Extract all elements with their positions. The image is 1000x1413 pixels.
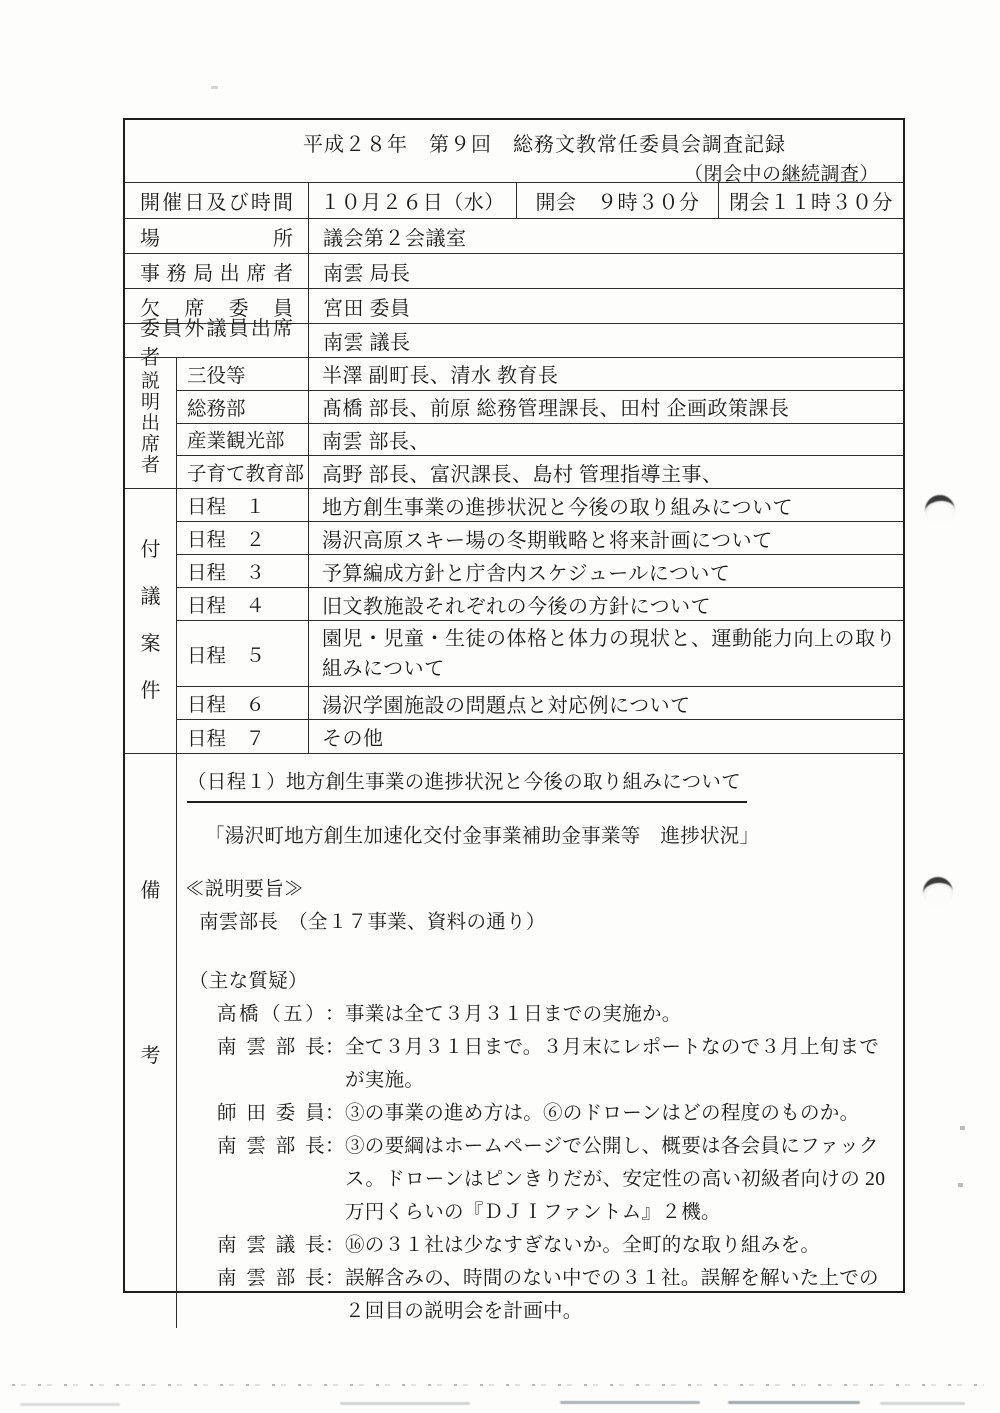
agenda-title: その他 (322, 728, 384, 750)
agenda-no: 日程 ２ (177, 522, 309, 554)
schedule-label: 開催日及び時間 (125, 183, 309, 218)
list-item (217, 998, 897, 1031)
absent-member-label: 欠席委員 (125, 289, 309, 323)
dialog-separator: ： (325, 1037, 345, 1058)
agenda-no: 日程 ７ (177, 720, 309, 753)
dialog-text: ⑯の３１社は少なすぎないか。全町的な取り組みを。 (345, 1235, 821, 1256)
non-member-value: 南雲 議長 (323, 332, 411, 354)
presenter-members: 高野 部長、富沢課長、島村 管理指導主事、 (322, 463, 723, 486)
list-item (217, 1031, 897, 1097)
scan-artifact-hole-shadow (921, 876, 954, 910)
scan-artifact-line (560, 1401, 700, 1404)
list-item (217, 1130, 897, 1229)
list-item (217, 1229, 897, 1262)
dialog-separator: ： (325, 1004, 345, 1025)
summary-line: 南雲部長 （全１７事業、資料の通り） (199, 912, 546, 933)
schedule-date: １０月２６日（水） (309, 183, 517, 218)
dialog-speaker: 南雲部長 (217, 1268, 325, 1289)
qa-heading: （主な質疑） (189, 971, 308, 992)
agenda-label-cell (125, 489, 177, 753)
table-row (177, 424, 903, 457)
dialog-speaker: 南雲部長 (217, 1037, 325, 1058)
agenda-title: 旧文教施設それぞれの今後の方針について (322, 595, 712, 618)
agenda-no: 日程 ５ (177, 621, 309, 686)
scan-artifact-line (728, 1401, 860, 1404)
schedule-row (125, 183, 903, 219)
notes-quote: 「湯沢町地方創生加速化交付金事業補助金事業等 進捗状況」 (205, 826, 760, 847)
dialog-speaker: 師田委員 (217, 1103, 325, 1124)
presenters-label: 説明出席者 (140, 370, 160, 476)
scan-artifact-line (20, 1403, 120, 1406)
table-row (177, 720, 903, 753)
secretariat-label: 事務局出席者 (125, 254, 309, 288)
non-member-row (125, 317, 903, 369)
notes-content (177, 754, 903, 1328)
agenda-title: 園児・児童・生徒の体格と体力の現状と、運動能力向上の取り組みについて (322, 628, 896, 680)
schedule-close-time: 閉会１１時３０分 (729, 192, 893, 214)
table-row (177, 687, 903, 720)
presenters-label-cell (125, 358, 177, 488)
presenter-members: 髙橋 部長、前原 総務管理課長、田村 企画政策課長 (322, 398, 790, 421)
dialog-text: 全て３月３１日まで。３月末にレポートなので３月上旬までが実施。 (345, 1037, 880, 1091)
presenter-members: 半澤 副町長、清水 教育長 (322, 365, 559, 388)
dialog-text: 誤解含みの、時間のない中での３１社。誤解を解いた上での２回目の説明会を計画中。 (345, 1268, 879, 1322)
scan-artifact-line (340, 1402, 470, 1405)
table-row (177, 358, 903, 391)
page-title: 平成２８年 第９回 総務文教常任委員会調査記録 (303, 134, 786, 156)
summary-heading: ≪説明要旨≫ (185, 879, 304, 900)
absent-member-value: 宮田 委員 (323, 297, 411, 320)
table-row (177, 522, 903, 555)
presenter-group: 産業観光部 (177, 424, 309, 456)
scan-speck (960, 1126, 965, 1130)
qa-dialog (217, 998, 897, 1328)
notes-section (125, 754, 903, 1328)
agenda-title: 湯沢高原スキー場の冬期戦略と将来計画について (322, 529, 773, 552)
table-row (177, 555, 903, 588)
presenter-group: 子育て教育部 (177, 456, 309, 488)
scan-artifact-dotted-line (12, 1384, 984, 1386)
dialog-separator: ： (325, 1268, 345, 1289)
page-subtitle: （閉会中の継続調査） (683, 164, 879, 185)
scan-speck (211, 86, 218, 89)
presenter-members: 南雲 部長、 (322, 430, 430, 453)
dialog-speaker: 南雲議長 (217, 1235, 325, 1256)
dialog-speaker: 南雲部長 (217, 1136, 325, 1157)
agenda-section (125, 489, 903, 754)
place-value: 議会第２会議室 (323, 227, 467, 250)
secretariat-row (125, 254, 903, 289)
table-row (177, 588, 903, 621)
list-item (217, 1262, 897, 1328)
agenda-no: 日程 １ (177, 489, 309, 521)
dialog-speaker: 高橋（五） (217, 1004, 325, 1025)
secretariat-value: 南雲 局長 (323, 262, 411, 285)
place-row (125, 219, 903, 254)
agenda-no: 日程 ３ (177, 555, 309, 587)
agenda-title: 湯沢学園施設の問題点と対応例について (322, 694, 691, 717)
presenters-section (125, 358, 903, 489)
table-row (177, 489, 903, 522)
dialog-separator: ： (325, 1235, 345, 1256)
scan-artifact-line (880, 1402, 965, 1405)
list-item (217, 1097, 897, 1130)
scan-speck (958, 1183, 963, 1187)
table-row (177, 456, 903, 488)
schedule-open-time: 開会 ９時３０分 (517, 183, 719, 218)
agenda-no: 日程 ６ (177, 687, 309, 719)
presenter-group: 三役等 (177, 358, 309, 390)
dialog-separator: ： (325, 1103, 345, 1124)
agenda-rows (177, 489, 903, 753)
table-row (177, 621, 903, 687)
dialog-text: ③の事業の進め方は。⑥のドローンはどの程度のものか。 (345, 1103, 860, 1124)
scan-artifact-hole-shadow (923, 494, 956, 528)
presenters-rows (177, 358, 903, 488)
meeting-record-table (123, 118, 905, 1322)
agenda-label: 付議案件 (140, 539, 161, 702)
notes-heading: （日程１）地方創生事業の進捗状況と今後の取り組みについて (187, 766, 747, 803)
notes-label: 備考 (140, 880, 161, 1067)
non-member-label: 委員外議員出席者 (125, 324, 309, 357)
dialog-text: 事業は全て３月３１日までの実施か。 (345, 1004, 682, 1025)
agenda-title: 地方創生事業の進捗状況と今後の取り組みについて (322, 496, 794, 519)
title-row (125, 120, 903, 183)
dialog-text: ③の要綱はホームページで公開し、概要は各会員にファックス。ドローンはピンきりだが、安定性の高い初級者向けの 20 万円くらいの『ＤＪＩファントム』２機。 (345, 1136, 886, 1223)
agenda-no: 日程 ４ (177, 588, 309, 620)
presenter-group: 総務部 (177, 391, 309, 423)
agenda-title: 予算編成方針と庁舎内スケジュールについて (322, 562, 731, 585)
place-label: 場所 (125, 219, 309, 253)
table-row (177, 391, 903, 424)
notes-label-cell (125, 754, 177, 1328)
dialog-separator: ： (325, 1136, 345, 1157)
